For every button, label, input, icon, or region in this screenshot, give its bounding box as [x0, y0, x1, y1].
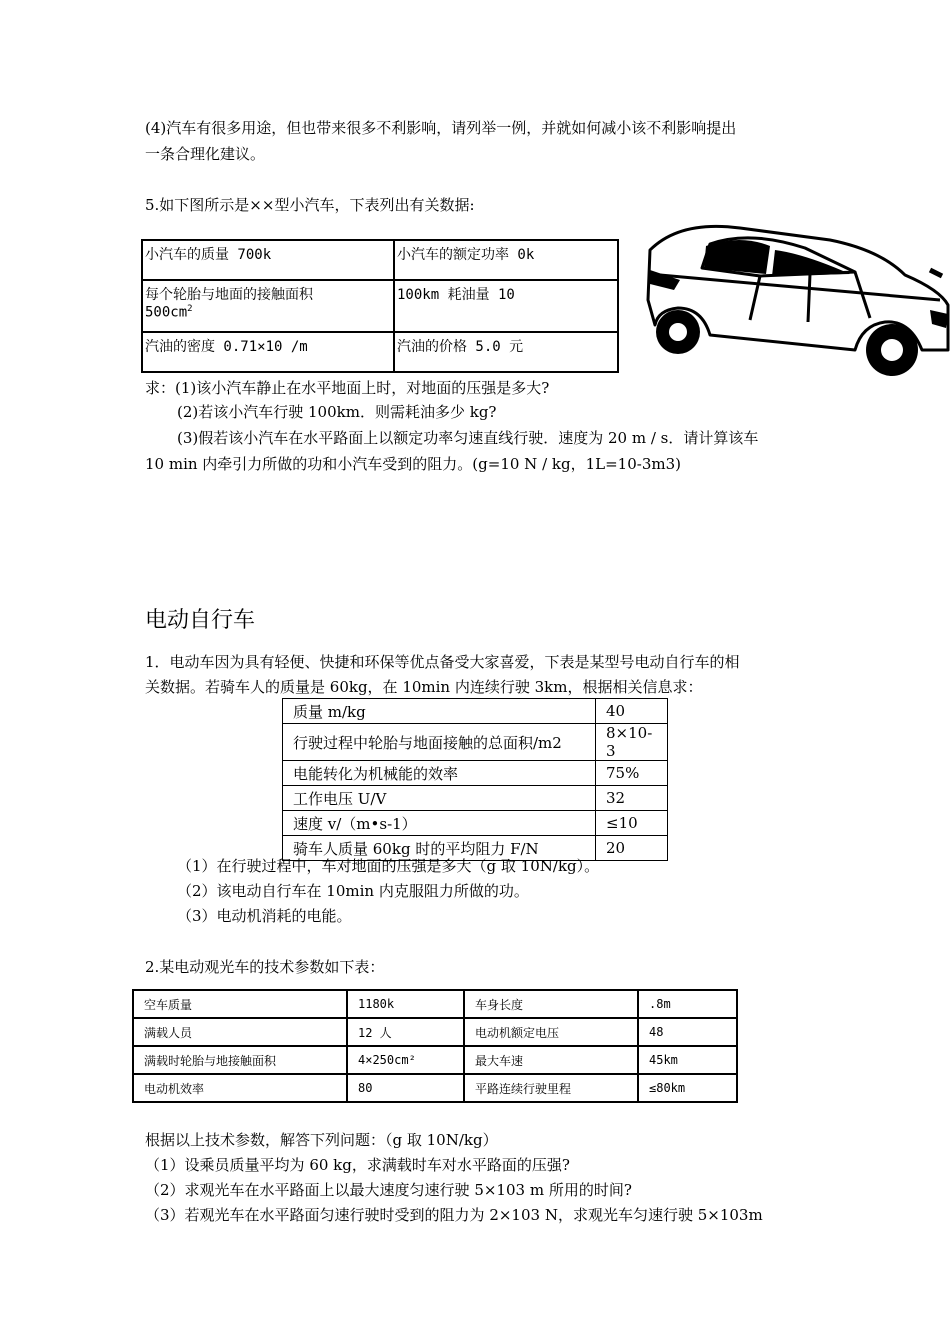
tour-cell: 车身长度: [464, 990, 638, 1018]
ebike-param-label: 速度 v/（m•s-1）: [283, 811, 596, 836]
tire-area-value: 500cm: [145, 304, 188, 321]
ebike-param-value: 8×10-3: [596, 724, 668, 761]
tour-table: [132, 989, 738, 1103]
ebike-param-value: 32: [596, 786, 668, 811]
table-row: [283, 761, 668, 786]
q5-intro: 5.如下图所示是××型小汽车，下表列出有关数据:: [145, 196, 475, 214]
tire-area-cell: [142, 280, 394, 332]
tour-cell: 电动机效率: [133, 1074, 347, 1102]
table-row: [283, 724, 668, 761]
tour-sub-3: （3）若观光车在水平路面匀速行驶时受到的阻力为 2×103 N，求观光车匀速行驶 5×103m: [145, 1206, 763, 1224]
q5-ask-1: 求：(1)该小汽车静止在水平地面上时，对地面的压强是多大?: [145, 379, 550, 397]
q4-line2: 一条合理化建议。: [145, 145, 266, 163]
gas-density-cell: 汽油的密度 0.71×10 /m: [142, 332, 394, 372]
table-row: [133, 1074, 737, 1102]
tour-intro: 2.某电动观光车的技术参数如下表：: [145, 958, 385, 976]
tour-cell: 80: [347, 1074, 464, 1102]
ebike-intro-1: 1．电动车因为具有轻便、快捷和环保等优点备受大家喜爱，下表是某型号电动自行车的相: [145, 653, 740, 671]
ebike-param-value: ≤10: [596, 811, 668, 836]
ebike-param-label: 质量 m/kg: [283, 699, 596, 724]
tire-area-unit-sup: 2: [187, 304, 193, 314]
tour-cell: 4×250cm²: [347, 1046, 464, 1074]
tour-cell: ≤80km: [638, 1074, 737, 1102]
ebike-param-label: 电能转化为机械能的效率: [283, 761, 596, 786]
table-row: [283, 699, 668, 724]
ebike-param-label: 工作电压 U/V: [283, 786, 596, 811]
tour-cell: 1180k: [347, 990, 464, 1018]
table-row: [283, 786, 668, 811]
tour-cell: 满载时轮胎与地接触面积: [133, 1046, 347, 1074]
ebike-param-value: 40: [596, 699, 668, 724]
tour-cell: 满载人员: [133, 1018, 347, 1046]
table-row: [283, 811, 668, 836]
tour-cell: 48: [638, 1018, 737, 1046]
ebike-sub-2: （2）该电动自行车在 10min 内克服阻力所做的功。: [177, 882, 529, 900]
tour-cell: 12 人: [347, 1018, 464, 1046]
ebike-param-value: 75%: [596, 761, 668, 786]
tour-cell: 45km: [638, 1046, 737, 1074]
ebike-param-label: 行驶过程中轮胎与地面接触的总面积/m2: [283, 724, 596, 761]
car-mass-cell: 小汽车的质量 700k: [142, 240, 394, 280]
car-illustration: [640, 210, 950, 390]
tour-sub-1: （1）设乘员质量平均为 60 kg，求满载时车对水平路面的压强?: [145, 1156, 570, 1174]
table-row: [133, 1018, 737, 1046]
tire-area-label: 每个轮胎与地面的接触面积: [145, 287, 313, 303]
tour-ask: 根据以上技术参数，解答下列问题：（g 取 10N/kg）: [145, 1131, 498, 1149]
tour-cell: 空车质量: [133, 990, 347, 1018]
tour-cell: 最大车速: [464, 1046, 638, 1074]
q4-line1: (4)汽车有很多用途，但也带来很多不利影响，请列举一例，并就如何减小该不利影响提出: [145, 119, 737, 137]
ebike-param-value: 20: [596, 836, 668, 861]
q5-ask-3a: (3)假若该小汽车在水平路面上以额定功率匀速直线行驶．速度为 20 m / s．请计算该车: [177, 429, 759, 447]
ebike-param-label: 骑车人质量 60kg 时的平均阻力 F/N: [283, 836, 596, 861]
q5-ask-2: (2)若该小汽车行驶 100km．则需耗油多少 kg?: [177, 403, 497, 421]
car-data-table: [141, 239, 619, 373]
tour-sub-2: （2）求观光车在水平路面上以最大速度匀速行驶 5×103 m 所用的时间?: [145, 1181, 632, 1199]
ebike-sub-3: （3）电动机消耗的电能。: [177, 907, 352, 925]
fuel-consumption-cell: 100km 耗油量 10: [394, 280, 618, 332]
tour-cell: 电动机额定电压: [464, 1018, 638, 1046]
ebike-table: [282, 698, 668, 861]
car-power-cell: 小汽车的额定功率 0k: [394, 240, 618, 280]
gas-price-cell: 汽油的价格 5.0 元: [394, 332, 618, 372]
ebike-sub-1: （1）在行驶过程中，车对地面的压强是多大（g 取 10N/kg）。: [177, 857, 600, 875]
table-row: [133, 1046, 737, 1074]
q5-ask-3b: 10 min 内牵引力所做的功和小汽车受到的阻力。(g=10 N / kg，1L=10-3m3): [145, 455, 681, 473]
tour-cell: .8m: [638, 990, 737, 1018]
section-title: 电动自行车: [145, 608, 256, 633]
ebike-intro-2: 关数据。若骑车人的质量是 60kg，在 10min 内连续行驶 3km，根据相关信息求：: [145, 678, 703, 696]
table-row: [133, 990, 737, 1018]
tour-cell: 平路连续行驶里程: [464, 1074, 638, 1102]
